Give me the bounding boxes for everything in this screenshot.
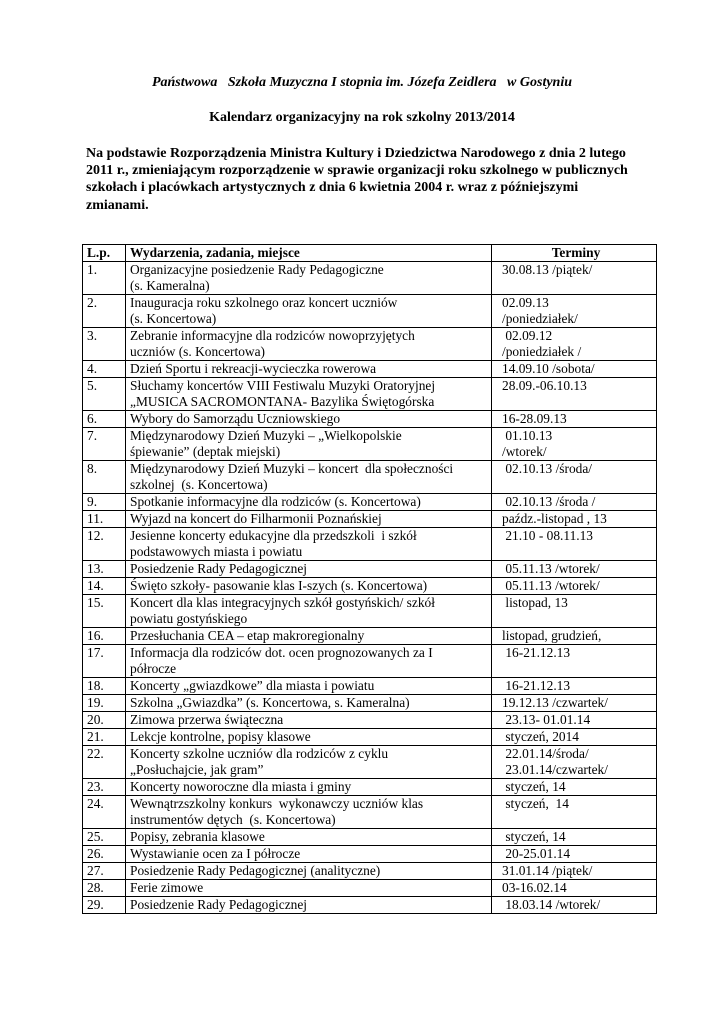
- date-line: 21.10 - 08.11.13: [502, 528, 594, 543]
- row-date: [492, 428, 657, 461]
- row-event: [126, 494, 492, 511]
- row-date: [492, 511, 657, 528]
- date-line: 02.09.12: [502, 328, 553, 343]
- table-header-row: [83, 245, 657, 262]
- row-number: 28.: [83, 880, 126, 897]
- row-date: [492, 411, 657, 428]
- row-date: [492, 880, 657, 897]
- row-number: 27.: [83, 863, 126, 880]
- row-date: [492, 494, 657, 511]
- row-event: [126, 411, 492, 428]
- date-line: 16-21.12.13: [502, 678, 571, 693]
- event-line: Informacja dla rodziców dot. ocen prognozowanych za I: [130, 645, 433, 660]
- event-line: Posiedzenie Rady Pedagogicznej: [130, 897, 308, 912]
- row-number: 2.: [83, 295, 126, 328]
- event-line: „MUSICA SACROMONTANA- Bazylika Świętogórska: [130, 394, 435, 409]
- row-date: [492, 528, 657, 561]
- event-line: Koncerty szkolne uczniów dla rodziców z cyklu: [130, 746, 389, 761]
- date-line: styczeń, 14: [502, 796, 569, 811]
- row-event: [126, 829, 492, 846]
- row-event: [126, 361, 492, 378]
- date-line: 05.11.13 /wtorek/: [502, 561, 600, 576]
- event-line: Ferie zimowe: [130, 880, 204, 895]
- event-line: Zimowa przerwa świąteczna: [130, 712, 284, 727]
- event-line: Popisy, zebrania klasowe: [130, 829, 265, 844]
- row-number: 16.: [83, 628, 126, 645]
- event-line: „Posłuchajcie, jak gram”: [130, 762, 264, 777]
- header-event: Wydarzenia, zadania, miejsce: [126, 245, 492, 262]
- row-event: [126, 779, 492, 796]
- row-date: [492, 595, 657, 628]
- date-line: 03-16.02.14: [502, 880, 567, 895]
- table-row: [83, 729, 657, 746]
- row-date: [492, 729, 657, 746]
- table-row: [83, 779, 657, 796]
- row-event: [126, 428, 492, 461]
- row-event: [126, 712, 492, 729]
- row-event: [126, 645, 492, 678]
- event-line: Przesłuchania CEA – etap makroregionalny: [130, 628, 365, 643]
- date-line: 22.01.14/środa/: [502, 746, 589, 761]
- legal-basis-line: szkołach i placówkach artystycznych z dnia 6 kwietnia 2004 r. wraz z późniejszymi: [86, 180, 579, 196]
- row-date: [492, 678, 657, 695]
- row-number: 13.: [83, 561, 126, 578]
- row-event: [126, 729, 492, 746]
- event-line: Inauguracja roku szkolnego oraz koncert uczniów: [130, 295, 398, 310]
- table-row: [83, 695, 657, 712]
- row-event: [126, 461, 492, 494]
- event-line: Koncerty noworoczne dla miasta i gminy: [130, 779, 352, 794]
- row-event: [126, 295, 492, 328]
- event-line: Posiedzenie Rady Pedagogicznej: [130, 561, 308, 576]
- row-number: 15.: [83, 595, 126, 628]
- row-event: [126, 595, 492, 628]
- table-row: [83, 411, 657, 428]
- row-number: 7.: [83, 428, 126, 461]
- legal-basis-line: Na podstawie Rozporządzenia Ministra Kultury i Dziedzictwa Narodowego z dnia 2 lutego: [86, 146, 626, 161]
- date-line: 02.10.13 /środa /: [502, 494, 596, 509]
- legal-basis-paragraph: [86, 145, 686, 214]
- row-date: [492, 628, 657, 645]
- table-row: [83, 262, 657, 295]
- legal-basis-line: 2011 r., zmieniającym rozporządzenie w sprawie organizacji roku szkolnego w publicznych: [86, 163, 628, 179]
- event-line: Międzynarodowy Dzień Muzyki – „Wielkopolskie: [130, 428, 402, 443]
- event-line: półrocze: [130, 661, 177, 676]
- row-event: [126, 328, 492, 361]
- date-line: styczeń, 2014: [502, 729, 579, 744]
- date-line: 30.08.13 /piątek/: [502, 262, 593, 277]
- date-line: 05.11.13 /wtorek/: [502, 578, 600, 593]
- row-event: [126, 897, 492, 914]
- row-event: [126, 863, 492, 880]
- school-name: Państwowa Szkoła Muzyczna I stopnia im. Józefa Zeidlera w Gostyniu: [151, 75, 573, 90]
- event-line: śpiewanie” (deptak miejski): [130, 444, 281, 459]
- table-row: [83, 528, 657, 561]
- date-line: 02.09.13: [502, 295, 549, 310]
- date-line: 16-28.09.13: [502, 411, 567, 426]
- row-number: 18.: [83, 678, 126, 695]
- date-line: 16-21.12.13: [502, 645, 571, 660]
- event-line: (s. Koncertowa): [130, 311, 217, 326]
- date-line: paźdz.-listopad , 13: [502, 511, 607, 526]
- event-line: Zebranie informacyjne dla rodziców nowoprzyjętych: [130, 328, 415, 343]
- event-line: Międzynarodowy Dzień Muzyki – koncert dla społeczności: [130, 461, 454, 476]
- row-event: [126, 846, 492, 863]
- table-row: [83, 712, 657, 729]
- event-line: Święto szkoły- pasowanie klas I-szych (s. Koncertowa): [130, 578, 428, 593]
- event-line: Koncerty „gwiazdkowe” dla miasta i powiatu: [130, 678, 375, 693]
- row-number: 17.: [83, 645, 126, 678]
- row-date: [492, 796, 657, 829]
- event-line: Szkolna „Gwiazdka” (s. Koncertowa, s. Kameralna): [130, 695, 410, 710]
- row-date: [492, 645, 657, 678]
- row-number: 25.: [83, 829, 126, 846]
- row-number: 14.: [83, 578, 126, 595]
- date-line: 19.12.13 /czwartek/: [502, 695, 608, 710]
- row-event: [126, 378, 492, 411]
- row-number: 24.: [83, 796, 126, 829]
- legal-basis-line: zmianami.: [86, 197, 149, 213]
- event-line: instrumentów dętych (s. Koncertowa): [130, 812, 336, 827]
- row-number: 4.: [83, 361, 126, 378]
- row-event: [126, 678, 492, 695]
- row-event: [126, 511, 492, 528]
- header-number: L.p.: [83, 245, 126, 262]
- row-event: [126, 796, 492, 829]
- event-line: Wybory do Samorządu Uczniowskiego: [130, 411, 341, 426]
- table-row: [83, 628, 657, 645]
- row-date: [492, 262, 657, 295]
- date-line: 14.09.10 /sobota/: [502, 361, 595, 376]
- row-date: [492, 779, 657, 796]
- table-row: [83, 897, 657, 914]
- document-title: Kalendarz organizacyjny na rok szkolny 2013/2014: [209, 110, 515, 125]
- row-number: 11.: [83, 511, 126, 528]
- event-line: Wyjazd na koncert do Filharmonii Poznańskiej: [130, 511, 382, 526]
- row-event: [126, 880, 492, 897]
- event-line: (s. Kameralna): [130, 278, 210, 293]
- date-line: /poniedziałek/: [502, 311, 578, 326]
- event-line: Koncert dla klas integracyjnych szkół gostyńskich/ szkół: [130, 595, 435, 610]
- row-number: 3.: [83, 328, 126, 361]
- date-line: 01.10.13: [502, 428, 553, 443]
- row-date: [492, 846, 657, 863]
- row-date: [492, 897, 657, 914]
- table-row: [83, 645, 657, 678]
- date-line: /wtorek/: [502, 444, 547, 459]
- date-line: 18.03.14 /wtorek/: [502, 897, 601, 912]
- event-line: Jesienne koncerty edukacyjne dla przedszkoli i szkół: [130, 528, 417, 543]
- event-line: Słuchamy koncertów VIII Festiwalu Muzyki Oratoryjnej: [130, 378, 436, 393]
- date-line: 31.01.14 /piątek/: [502, 863, 593, 878]
- event-line: Spotkanie informacyjne dla rodziców (s. Koncertowa): [130, 494, 421, 509]
- table-row: [83, 678, 657, 695]
- row-date: [492, 863, 657, 880]
- event-line: powiatu gostyńskiego: [130, 611, 248, 626]
- date-line: 02.10.13 /środa/: [502, 461, 593, 476]
- table-row: [83, 511, 657, 528]
- row-event: [126, 528, 492, 561]
- table-row: [83, 829, 657, 846]
- table-row: [83, 328, 657, 361]
- row-date: [492, 461, 657, 494]
- table-row: [83, 361, 657, 378]
- event-line: uczniów (s. Koncertowa): [130, 344, 265, 359]
- table-row: [83, 846, 657, 863]
- row-number: 22.: [83, 746, 126, 779]
- row-number: 9.: [83, 494, 126, 511]
- date-line: 20-25.01.14: [502, 846, 571, 861]
- row-date: [492, 328, 657, 361]
- table-row: [83, 796, 657, 829]
- row-date: [492, 578, 657, 595]
- row-date: [492, 829, 657, 846]
- date-line: 23.13- 01.01.14: [502, 712, 591, 727]
- event-line: szkolnej (s. Koncertowa): [130, 477, 268, 492]
- date-line: 28.09.-06.10.13: [502, 378, 587, 393]
- row-date: [492, 561, 657, 578]
- row-number: 21.: [83, 729, 126, 746]
- row-number: 8.: [83, 461, 126, 494]
- row-event: [126, 746, 492, 779]
- table-row: [83, 880, 657, 897]
- row-date: [492, 746, 657, 779]
- event-line: Posiedzenie Rady Pedagogicznej (analityczne): [130, 863, 381, 878]
- table-row: [83, 461, 657, 494]
- row-date: [492, 361, 657, 378]
- table-row: [83, 746, 657, 779]
- event-line: Dzień Sportu i rekreacji-wycieczka rowerowa: [130, 361, 377, 376]
- row-number: 26.: [83, 846, 126, 863]
- event-line: Wewnątrzszkolny konkurs wykonawczy uczniów klas: [130, 796, 424, 811]
- row-date: [492, 295, 657, 328]
- date-line: styczeń, 14: [502, 829, 566, 844]
- row-number: 29.: [83, 897, 126, 914]
- date-line: listopad, 13: [502, 595, 568, 610]
- row-date: [492, 378, 657, 411]
- event-line: podstawowych miasta i powiatu: [130, 544, 303, 559]
- event-line: Wystawianie ocen za I półrocze: [130, 846, 301, 861]
- table-row: [83, 295, 657, 328]
- row-event: [126, 578, 492, 595]
- table-row: [83, 561, 657, 578]
- table-row: [83, 428, 657, 461]
- date-line: /poniedziałek /: [502, 344, 582, 359]
- row-number: 23.: [83, 779, 126, 796]
- table-row: [83, 595, 657, 628]
- row-event: [126, 262, 492, 295]
- table-row: [83, 863, 657, 880]
- date-line: 23.01.14/czwartek/: [502, 762, 608, 777]
- row-number: 19.: [83, 695, 126, 712]
- event-line: Lekcje kontrolne, popisy klasowe: [130, 729, 311, 744]
- row-number: 5.: [83, 378, 126, 411]
- row-event: [126, 695, 492, 712]
- table-row: [83, 578, 657, 595]
- event-line: Organizacyjne posiedzenie Rady Pedagogiczne: [130, 262, 384, 277]
- row-number: 20.: [83, 712, 126, 729]
- date-line: listopad, grudzień,: [502, 628, 602, 643]
- row-date: [492, 695, 657, 712]
- row-number: 12.: [83, 528, 126, 561]
- row-event: [126, 561, 492, 578]
- row-number: 1.: [83, 262, 126, 295]
- date-line: styczeń, 14: [502, 779, 566, 794]
- header-dates: Terminy: [492, 245, 657, 262]
- calendar-table: [82, 244, 657, 914]
- row-date: [492, 712, 657, 729]
- row-event: [126, 628, 492, 645]
- row-number: 6.: [83, 411, 126, 428]
- table-row: [83, 494, 657, 511]
- table-row: [83, 378, 657, 411]
